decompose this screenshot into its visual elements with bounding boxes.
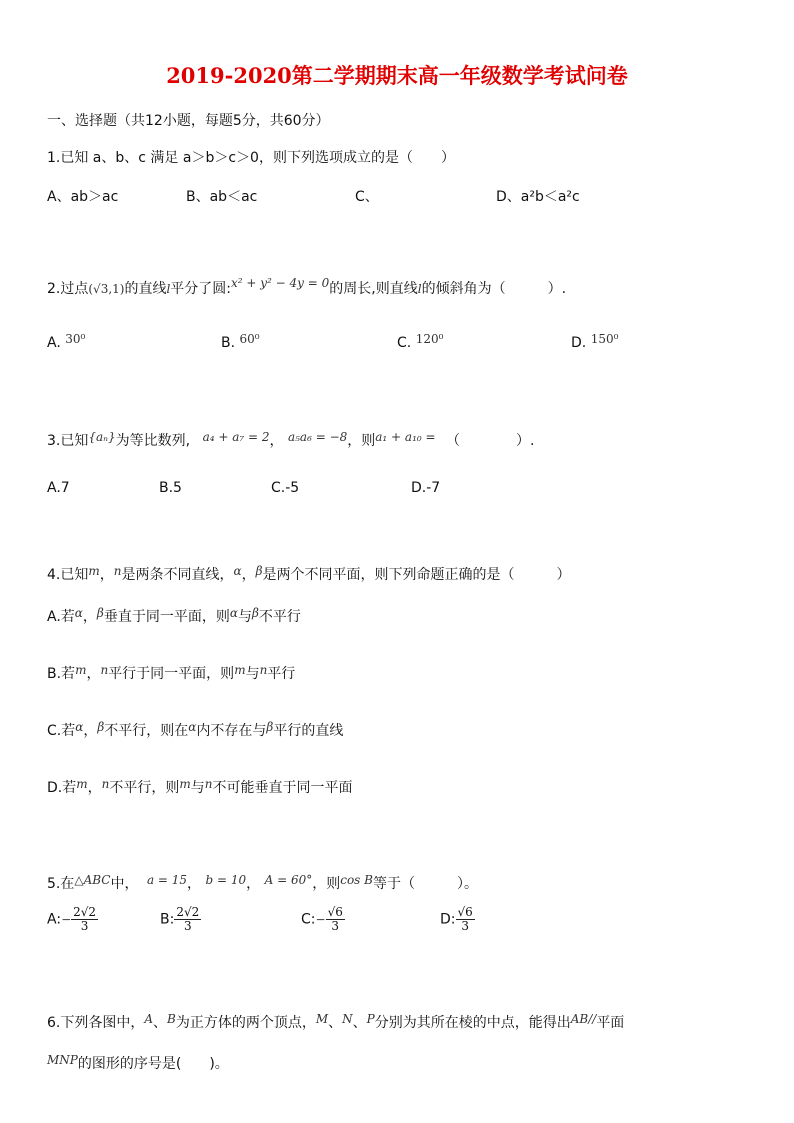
q2-point: (√3,1) bbox=[88, 282, 125, 296]
q1-option-a: A、ab＞ac bbox=[47, 189, 119, 205]
q2-line-l-2: l bbox=[417, 282, 422, 296]
q2-num: 2.过点 bbox=[47, 281, 89, 297]
q3-option-a: A.7 bbox=[47, 480, 70, 496]
q4-option-d: D.若m，n不平行，则m与n不可能垂直于同一平面 bbox=[47, 777, 353, 796]
q3-stem: 3.已知{aₙ}为等比数列, a₄ + a₇ = 2， a₅a₆ = −8，则a₁ + a₁₀ = （ ）. bbox=[47, 430, 535, 449]
q5-a: a = 15 bbox=[146, 873, 188, 887]
q2-c-value: 120⁰ bbox=[415, 332, 444, 346]
q5-option-c: C:− $\frac{√6}{3}$ bbox=[301, 905, 343, 933]
q2-a-value: 30⁰ bbox=[65, 332, 86, 346]
q3-text1: 为等比数列, bbox=[115, 433, 191, 449]
q5-cos: cos B bbox=[340, 873, 373, 887]
q2-b-value: 60⁰ bbox=[239, 332, 260, 346]
q4-option-b: B.若m，n平行于同一平面，则m与n平行 bbox=[47, 663, 296, 682]
q3-option-c: C.-5 bbox=[271, 480, 300, 496]
q3-eq1: a₄ + a₇ = 2 bbox=[202, 430, 270, 444]
q2-circle-eq: x² + y² − 4y = 0 bbox=[231, 276, 330, 290]
q2-option-d: D. 150⁰ bbox=[571, 332, 619, 351]
q4-stem: 4.已知m，n是两条不同直线，α，β是两个不同平面，则下列命题正确的是（ ） bbox=[47, 564, 571, 583]
q4-m: m bbox=[88, 564, 100, 578]
q5-option-d: D: $\frac{√6}{3}$ bbox=[440, 905, 473, 933]
q2-option-c: C. 120⁰ bbox=[397, 332, 444, 351]
q4-alpha: α bbox=[233, 564, 242, 578]
q1-option-b: B、ab＜ac bbox=[186, 189, 258, 205]
q1-option-c: C、 bbox=[355, 189, 379, 205]
q5-option-a: A:− $\frac{2√2}{3}$ bbox=[47, 905, 97, 933]
q3-option-d: D.-7 bbox=[411, 480, 441, 496]
q3-seq: {aₙ} bbox=[88, 430, 116, 444]
q6-stem-line2: MNP的图形的序号是( )。 bbox=[47, 1053, 229, 1072]
q2-text4: 的倾斜角为（ ）. bbox=[421, 281, 567, 297]
q2-line-l: l bbox=[166, 282, 171, 296]
page-title: 2019-2020第二学期期末高一年级数学考试问卷 bbox=[166, 63, 628, 88]
q3-paren: （ ）. bbox=[446, 433, 535, 449]
q2-d-value: 150⁰ bbox=[590, 332, 619, 346]
q3-text2: ，则 bbox=[347, 433, 376, 449]
q5-option-b: B: $\frac{2√2}{3}$ bbox=[160, 905, 200, 933]
q3-option-b: B.5 bbox=[159, 480, 182, 496]
q6-stem-line1: 6.下列各图中，A、B为正方体的两个顶点，M、N、P分别为其所在棱的中点，能得出AB//平面 bbox=[47, 1012, 625, 1031]
q4-option-a: A.若α，β垂直于同一平面，则α与β不平行 bbox=[47, 606, 301, 625]
q2-text1: 的直线 bbox=[124, 281, 167, 297]
q5-stem: 5.在△ABC中， a = 15， b = 10， A = 60°，则cos B等于（ ）。 bbox=[47, 873, 478, 892]
q5-triangle: △ABC bbox=[74, 873, 111, 887]
q3-eq3: a₁ + a₁₀ = bbox=[375, 430, 436, 444]
q2-option-b: B. 60⁰ bbox=[221, 332, 260, 351]
q2-text3: 的周长,则直线 bbox=[329, 281, 418, 297]
q1-option-d: D、a²b＜a²c bbox=[496, 189, 580, 205]
q3-num: 3.已知 bbox=[47, 433, 89, 449]
q5-b: b = 10 bbox=[205, 873, 247, 887]
section-heading: 一、选择题（共12小题，每题5分，共60分） bbox=[47, 113, 330, 129]
q1-stem: 1.已知 a、b、c 满足 a＞b＞c＞0，则下列选项成立的是（ ） bbox=[47, 150, 455, 166]
q2-option-a: A. 30⁰ bbox=[47, 332, 86, 351]
q4-beta: β bbox=[255, 564, 263, 578]
q4-n: n bbox=[113, 564, 122, 578]
q2-text2: 平分了圆: bbox=[170, 281, 232, 297]
q4-option-c: C.若α，β不平行，则在α内不存在与β平行的直线 bbox=[47, 720, 344, 739]
q3-eq2: a₅a₆ = −8 bbox=[287, 430, 348, 444]
q5-angle: A = 60° bbox=[264, 873, 313, 887]
q2-stem bbox=[47, 276, 566, 298]
